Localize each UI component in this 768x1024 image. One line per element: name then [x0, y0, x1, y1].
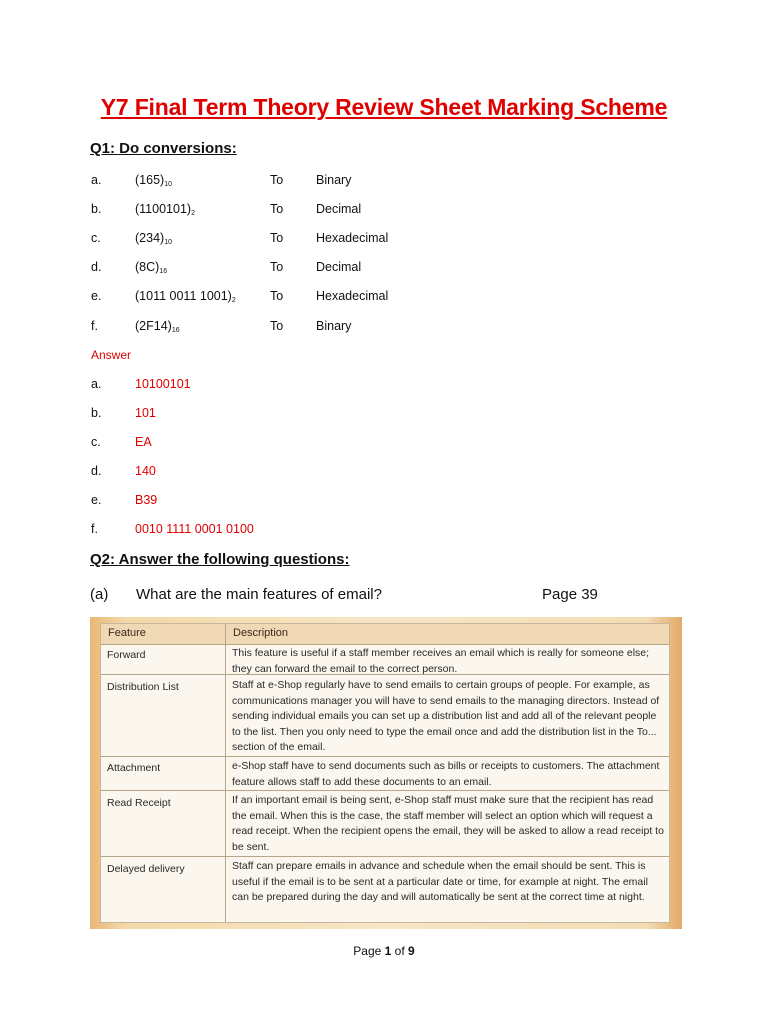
table-header-row	[101, 624, 669, 645]
row-value: $(165)_{10}$	[135, 173, 172, 188]
textbook-table-photo	[90, 617, 682, 929]
row-target: Binary	[316, 173, 352, 187]
row-value: $(2F14)_{16}$	[135, 319, 180, 334]
description-distribution-list: Staff at e-Shop regularly have to send emails to certain groups of people. For example, as communications manager you will have to send emails to the managing directors. Instead of sending individual emails you can set up a distribution list and add all of the relevant people to the list. Then you only need to type the email once and add the distribution list in the To... section of the email.	[232, 679, 660, 753]
page-reference: Page 39	[542, 586, 598, 603]
q1-heading: Q1: Do conversions:	[90, 140, 237, 157]
page-footer: Page 1 of 9	[353, 944, 415, 958]
row-divider	[101, 790, 669, 791]
feature-forward: Forward	[107, 649, 146, 661]
answer-value: 0010 1111 0001 0100	[135, 522, 254, 536]
to-label: To	[270, 202, 284, 216]
answer-letter: f.	[91, 522, 98, 536]
answer-value: EA	[135, 435, 152, 449]
answer-value: B39	[135, 493, 158, 507]
column-divider	[225, 624, 226, 922]
to-label: To	[270, 260, 284, 274]
to-label: To	[270, 231, 284, 245]
row-letter: c.	[91, 231, 101, 245]
page-total: 9	[408, 944, 415, 958]
q2-heading: Q2: Answer the following questions:	[90, 551, 350, 568]
feature-delayed-delivery: Delayed delivery	[107, 863, 185, 875]
row-letter: f.	[91, 319, 98, 333]
row-letter: d.	[91, 260, 102, 274]
row-target: Hexadecimal	[316, 289, 389, 303]
answer-letter: e.	[91, 493, 102, 507]
header-feature: Feature	[108, 627, 146, 639]
row-target: Decimal	[316, 260, 362, 274]
part-question: What are the main features of email?	[136, 586, 382, 603]
row-target: Decimal	[316, 202, 362, 216]
answer-letter: c.	[91, 435, 101, 449]
row-target: Binary	[316, 319, 352, 333]
feature-distribution-list: Distribution List	[107, 681, 179, 693]
description-delayed-delivery: Staff can prepare emails in advance and schedule when the email should be sent. This is useful if the email is to be sent at a particular date or time, for example at night. The email can be prepared during the day and will automatically be sent at the correct time at night.	[232, 860, 648, 903]
row-letter: a.	[91, 173, 102, 187]
feature-attachment: Attachment	[107, 762, 161, 774]
row-letter: b.	[91, 202, 102, 216]
row-value: $(8C)_{16}$	[135, 260, 168, 275]
answer-letter: d.	[91, 464, 102, 478]
answer-value: 10100101	[135, 377, 191, 391]
page-current: 1	[384, 944, 392, 958]
answer-letter: a.	[91, 377, 102, 391]
row-divider	[101, 856, 669, 857]
email-features-table	[100, 623, 670, 923]
row-value: $(1100101)_2$	[135, 202, 195, 217]
row-value: $(234)_{10}$	[135, 231, 172, 246]
description-forward: This feature is useful if a staff member receives an email which is really for someone else; they can forward the email to the correct person.	[232, 647, 650, 675]
answer-label: Answer	[91, 348, 132, 362]
to-label: To	[270, 319, 284, 333]
row-letter: e.	[91, 289, 102, 303]
row-divider	[101, 756, 669, 757]
to-label: To	[270, 289, 284, 303]
answer-letter: b.	[91, 406, 102, 420]
description-read-receipt: If an important email is being sent, e-Shop staff must make sure that the recipient has read the email. When this is the case, the staff member will select an option which will request a read receipt. When the recipient opens the email, they will be asked to allow a read receipt to be sent.	[232, 794, 664, 853]
header-description: Description	[233, 627, 289, 639]
to-label: To	[270, 173, 284, 187]
answer-value: 101	[135, 406, 156, 420]
feature-read-receipt: Read Receipt	[107, 797, 171, 809]
description-attachment: e-Shop staff have to send documents such as bills or receipts to customers. The attachment feature allows staff to add these documents to an email.	[232, 760, 660, 788]
row-target: Hexadecimal	[316, 231, 389, 245]
page-title: Y7 Final Term Theory Review Sheet Marking Scheme	[100, 94, 668, 120]
answer-value: 140	[135, 464, 156, 478]
part-label: (a)	[90, 586, 109, 603]
row-value: (1011 0011 $1001)_2$	[135, 289, 236, 304]
